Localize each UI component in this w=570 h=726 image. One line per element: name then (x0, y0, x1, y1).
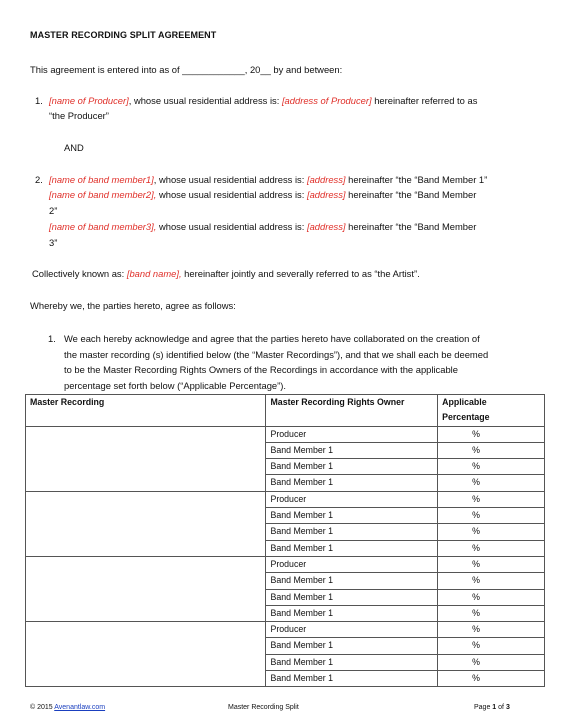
current-page: 1 (492, 704, 497, 711)
percentage-cell[interactable]: % (438, 573, 545, 589)
owner-cell: Producer (266, 556, 438, 572)
owner-cell: Producer (266, 622, 438, 638)
table-row (26, 426, 545, 442)
header-applicable: Applicable (438, 395, 545, 411)
owner-cell: Band Member 1 (266, 524, 438, 540)
table-header-row (26, 395, 545, 411)
percentage-cell[interactable]: % (438, 442, 545, 458)
percentage-cell[interactable]: % (438, 671, 545, 687)
band-member-2-wrap: 2” (49, 205, 58, 216)
table-row (26, 556, 545, 572)
header-percentage: Percentage (438, 410, 545, 426)
owner-cell: Band Member 1 (266, 475, 438, 491)
band-name-placeholder: [band name], (126, 268, 182, 279)
percentage-cell[interactable]: % (438, 589, 545, 605)
owner-cell: Band Member 1 (266, 540, 438, 556)
band-member-1-line: [name of band member1], whose usual residential address is: [address] hereinafter “the “Band Member 1” (49, 174, 488, 185)
band-member-3-address-placeholder: [address] (306, 221, 346, 232)
percentage-cell[interactable]: % (438, 605, 545, 621)
band-member-3-name-placeholder: [name of band member3], (49, 221, 157, 232)
percentage-cell[interactable]: % (438, 540, 545, 556)
recording-split-table (25, 394, 545, 687)
document-title: MASTER RECORDING SPLIT AGREEMENT (30, 30, 217, 40)
percentage-cell[interactable]: % (438, 475, 545, 491)
percentage-cell[interactable]: % (438, 426, 545, 442)
master-recording-cell[interactable] (26, 491, 266, 556)
item-1-line-2: the master recording (s) identified below (the “Master Recordings”), and that we shall each be deemed (64, 349, 489, 360)
percentage-cell[interactable]: % (438, 459, 545, 475)
owner-cell: Band Member 1 (266, 459, 438, 475)
table-row (26, 491, 545, 507)
percentage-cell[interactable]: % (438, 524, 545, 540)
footer-document-name: Master Recording Split (228, 704, 299, 711)
owner-cell: Band Member 1 (266, 442, 438, 458)
header-rights-owner: Master Recording Rights Owner (266, 395, 438, 427)
whereby-paragraph: Whereby we, the parties hereto, agree as follows: (30, 300, 236, 311)
band-member-2-line: [name of band member2], whose usual residential address is: [address] hereinafter “the “Band Member (49, 189, 477, 200)
table-row (26, 622, 545, 638)
footer-copyright: © 2015 Avenantlaw.com (30, 704, 106, 711)
band-member-2-address-placeholder: [address] (306, 189, 346, 200)
master-recording-cell[interactable] (26, 556, 266, 621)
header-master-recording: Master Recording (26, 395, 266, 427)
owner-cell: Band Member 1 (266, 671, 438, 687)
band-member-1-address-placeholder: [address] (306, 174, 346, 185)
item-1-line-1: We each hereby acknowledge and agree that the parties hereto have collaborated on the creation of (64, 333, 480, 344)
owner-cell: Band Member 1 (266, 508, 438, 524)
band-member-2-name-placeholder: [name of band member2], (49, 189, 157, 200)
band-member-1-name-placeholder: [name of band member1] (49, 174, 154, 185)
master-recording-cell[interactable] (26, 426, 266, 491)
intro-paragraph: This agreement is entered into as of ____________, 20__ by and between: (30, 64, 343, 75)
percentage-cell[interactable]: % (438, 654, 545, 670)
owner-cell: Band Member 1 (266, 654, 438, 670)
owner-cell: Producer (266, 426, 438, 442)
clause-1-line-2: “the Producer” (49, 110, 109, 121)
owner-cell: Band Member 1 (266, 589, 438, 605)
total-pages: 3 (505, 704, 510, 711)
band-member-3-wrap: 3” (49, 237, 58, 248)
percentage-cell[interactable]: % (438, 556, 545, 572)
percentage-cell[interactable]: % (438, 638, 545, 654)
percentage-cell[interactable]: % (438, 508, 545, 524)
item-1-line-4: percentage set forth below (“Applicable Percentage”). (64, 380, 286, 391)
clause-2-number: 2. (35, 174, 43, 185)
owner-cell: Band Member 1 (266, 573, 438, 589)
collective-paragraph: Collectively known as: [band name], hereinafter jointly and severally referred to as “the Artist”. (32, 268, 420, 279)
percentage-cell[interactable]: % (438, 491, 545, 507)
owner-cell: Band Member 1 (266, 605, 438, 621)
footer-link[interactable]: Avenantlaw.com (54, 704, 106, 711)
band-member-3-line: [name of band member3], whose usual residential address is: [address] hereinafter “the “Band Member (49, 221, 477, 232)
clause-1-number: 1. (35, 95, 43, 106)
producer-address-placeholder: [address of Producer] (281, 95, 372, 106)
footer-page-number: Page 1 of 3 (474, 704, 510, 711)
percentage-cell[interactable]: % (438, 622, 545, 638)
item-1-number: 1. (48, 333, 56, 344)
owner-cell: Band Member 1 (266, 638, 438, 654)
clause-1-line-1: [name of Producer], whose usual residential address is: [address of Producer] hereinafter referred to as (49, 95, 478, 106)
master-recording-cell[interactable] (26, 622, 266, 687)
item-1-line-3: to be the Master Recording Rights Owners of the Recordings in accordance with the applicable (64, 364, 458, 375)
owner-cell: Producer (266, 491, 438, 507)
and-separator: AND (64, 142, 84, 153)
producer-name-placeholder: [name of Producer] (49, 95, 129, 106)
